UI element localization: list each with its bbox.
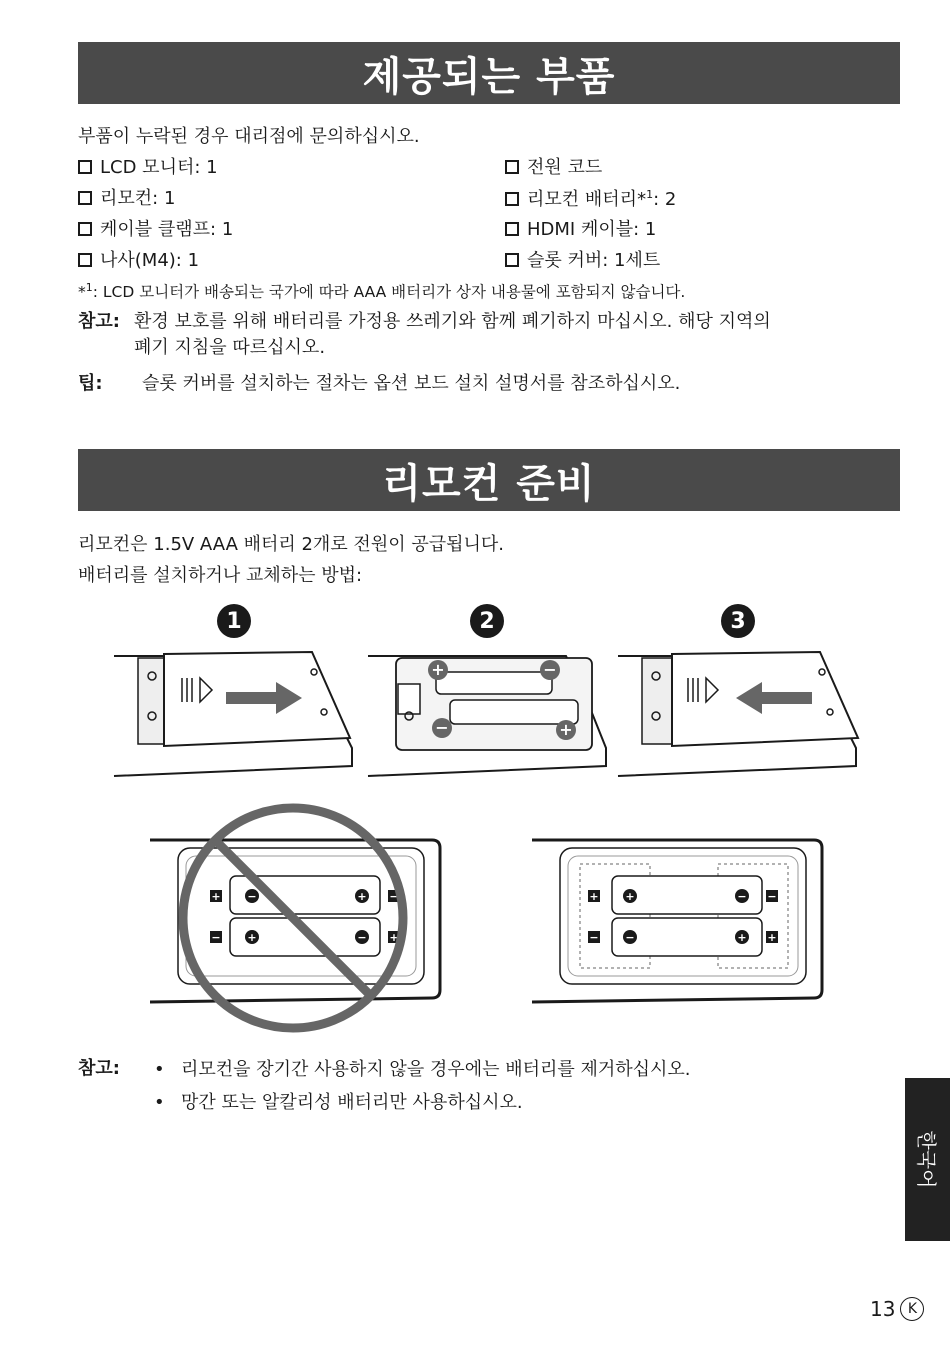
remote-intro-line1: 리모컨은 1.5V AAA 배터리 2개로 전원이 공급됩니다. bbox=[78, 534, 504, 555]
step1-open-cover-illustration bbox=[112, 648, 362, 778]
section-title-supplied-parts: 제공되는 부품 bbox=[78, 42, 900, 104]
step-number-1: 1 bbox=[217, 604, 251, 638]
svg-text:+: + bbox=[625, 890, 635, 903]
svg-text:+: + bbox=[389, 931, 399, 944]
note-label: 참고: bbox=[78, 311, 120, 332]
language-side-tab bbox=[905, 1078, 950, 1241]
step-number-2: 2 bbox=[470, 604, 504, 638]
svg-text:−: − bbox=[211, 931, 221, 944]
svg-text:+: + bbox=[737, 931, 747, 944]
checkbox-icon bbox=[78, 222, 92, 236]
step3-close-cover-illustration bbox=[616, 648, 866, 778]
note-label: 참고: bbox=[78, 1058, 120, 1079]
svg-text:−: − bbox=[625, 931, 635, 944]
svg-text:+: + bbox=[247, 931, 257, 944]
footnote: *$^1$: LCD 모니터가 배송되는 국가에 따라 AAA 배터리가 상자 내용물에 포함되지 않습니다. bbox=[78, 281, 686, 302]
note-item: 리모컨을 장기간 사용하지 않을 경우에는 배터리를 제거하십시오. bbox=[181, 1059, 691, 1080]
checklist-item: 전원 코드 bbox=[505, 157, 602, 180]
correct-battery-orientation-illustration bbox=[532, 800, 827, 1010]
step-number-3: 3 bbox=[721, 604, 755, 638]
svg-text:−: − bbox=[767, 890, 777, 903]
svg-text:+: + bbox=[589, 890, 599, 903]
supplied-parts-intro: 부품이 누락된 경우 대리점에 문의하십시오. bbox=[78, 126, 420, 147]
svg-text:−: − bbox=[435, 718, 449, 737]
checkbox-icon bbox=[505, 160, 519, 174]
svg-text:−: − bbox=[589, 931, 599, 944]
checkbox-icon bbox=[505, 222, 519, 236]
svg-text:−: − bbox=[247, 890, 257, 903]
bullet: • bbox=[154, 1059, 165, 1080]
checklist-item: 슬롯 커버: 1세트 bbox=[505, 250, 660, 273]
language-label: 한국어 bbox=[914, 1130, 938, 1189]
checklist-item: 리모컨: 1 bbox=[78, 188, 175, 211]
checkbox-icon bbox=[78, 253, 92, 267]
checklist-item: 리모컨 배터리*$^1$: 2 bbox=[505, 188, 676, 212]
svg-text:+: + bbox=[211, 890, 221, 903]
svg-text:−: − bbox=[389, 890, 399, 903]
tip-label: 팁: bbox=[78, 373, 103, 394]
checkbox-icon bbox=[78, 191, 92, 205]
svg-text:+: + bbox=[767, 931, 777, 944]
checklist-item: HDMI 케이블: 1 bbox=[505, 219, 656, 242]
page-number: 13 K bbox=[870, 1297, 924, 1321]
checkbox-icon bbox=[505, 253, 519, 267]
svg-text:+: + bbox=[431, 660, 445, 679]
svg-text:−: − bbox=[357, 931, 367, 944]
note-text-line1: 환경 보호를 위해 배터리를 가정용 쓰레기와 함께 폐기하지 마십시오. 해당 지역의 bbox=[134, 311, 771, 332]
checkbox-icon bbox=[505, 192, 519, 206]
checklist-item: 케이블 클램프: 1 bbox=[78, 219, 233, 242]
tip-text: 슬롯 커버를 설치하는 절차는 옵션 보드 설치 설명서를 참조하십시오. bbox=[142, 373, 681, 394]
note-item: 망간 또는 알칼리성 배터리만 사용하십시오. bbox=[181, 1092, 523, 1113]
language-badge-icon: K bbox=[900, 1297, 924, 1321]
svg-text:+: + bbox=[559, 720, 573, 739]
checkbox-icon bbox=[78, 160, 92, 174]
incorrect-battery-orientation-illustration bbox=[150, 800, 450, 1040]
svg-text:−: − bbox=[737, 890, 747, 903]
bullet: • bbox=[154, 1092, 165, 1113]
svg-text:−: − bbox=[543, 660, 557, 679]
remote-intro-line2: 배터리를 설치하거나 교체하는 방법: bbox=[78, 565, 363, 586]
svg-text:+: + bbox=[357, 890, 367, 903]
step2-insert-batteries-illustration bbox=[366, 648, 611, 778]
note-text-line2: 폐기 지침을 따르십시오. bbox=[134, 337, 326, 358]
checklist-item: 나사(M4): 1 bbox=[78, 250, 199, 273]
checklist-item: LCD 모니터: 1 bbox=[78, 157, 218, 180]
section-title-remote-prep: 리모컨 준비 bbox=[78, 449, 900, 511]
